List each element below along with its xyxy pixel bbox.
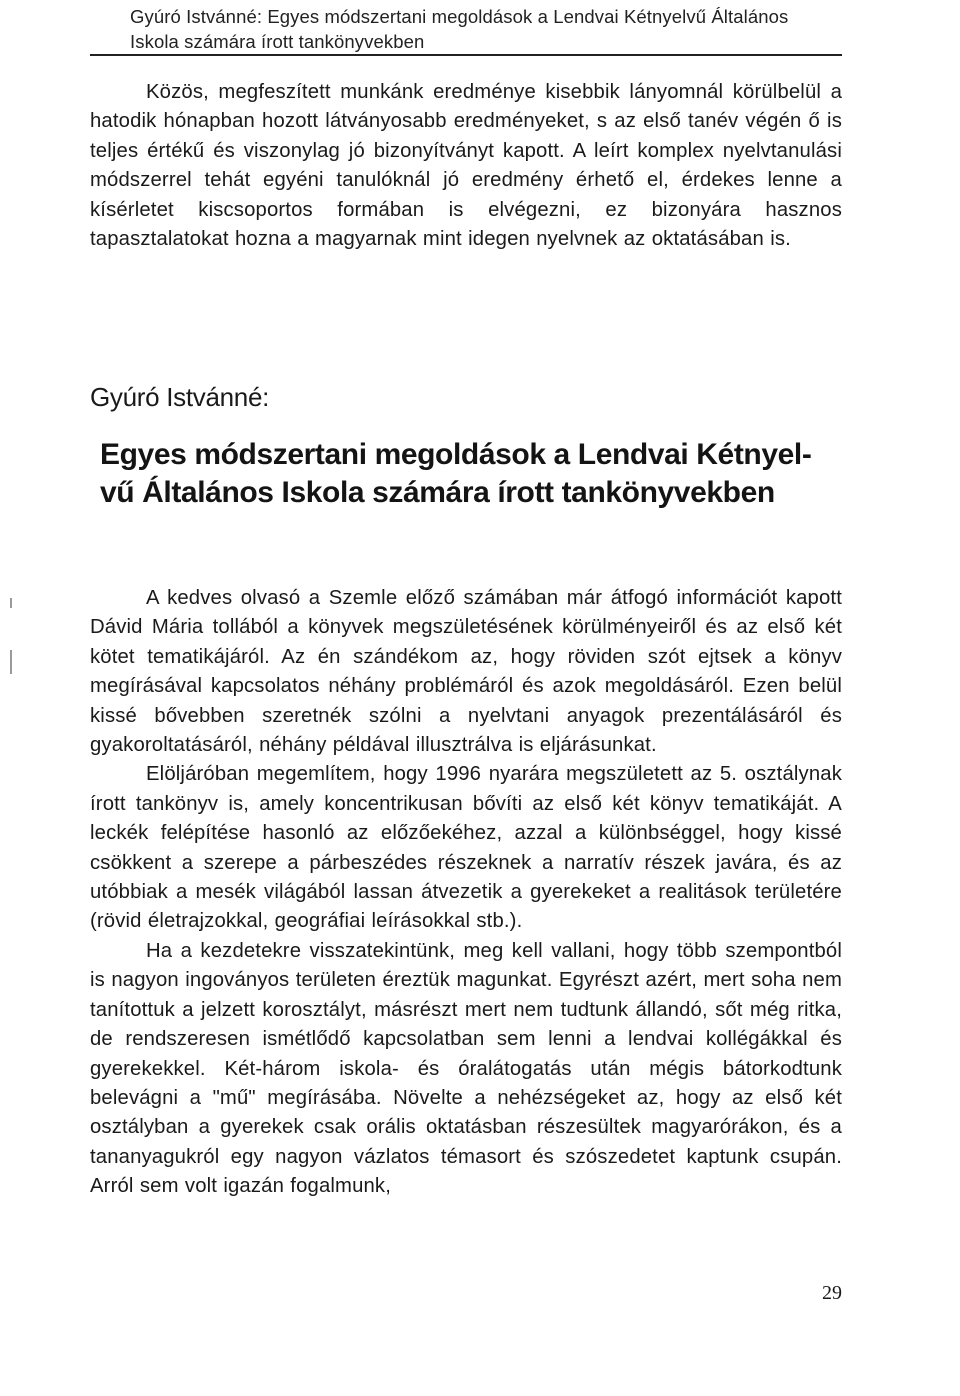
header-rule xyxy=(90,54,842,56)
running-header-line-2: Iskola számára írott tankönyvekben xyxy=(130,31,425,52)
running-header xyxy=(130,4,842,54)
page-number: 29 xyxy=(822,1282,842,1304)
body-paragraph-3: Ha a kezdetekre visszatekintünk, meg kell vallani, hogy több szempontból is nagyon ingoványos területen éreztük magunkat. Egyrészt azért, mert soha nem tanítottuk a jelzett korosztályt, másrészt mert nem tudtunk állandó, sőt még ritka, de rendszeresen ismétlődő kapcsolatban sem lenni a lendvai kollégákkal és gyerekekkel. Két-három iskola- és óralátogatás után mégis bátorkodtunk belevágni a "mű" megírásába. Növelte a nehézségeket az, hogy az első két osztályban a gyerekek csak orális oktatásban részesültek magyarórákon, és a tananyagukról egy nagyon vázlatos témasort és szószedetet kaptunk csupán. Arról sem volt igazán fogalmunk, xyxy=(90,939,842,1198)
document-page xyxy=(90,0,842,1396)
body-paragraph-1: A kedves olvasó a Szemle előző számában már átfogó információt kapott Dávid Mária tollából a könyvek megszületésének körülményeiről és az első két kötet tematikájáról. Az én szándékom az, hogy röviden szót ejtsek a könyv megírásával kapcsolatos néhány problémáról és azok megoldásáról. Ezen belül kissé bővebben szeretnék szólni a nyelvtani anyagok prezentálásáról és gyakoroltatásáról, néhány példával illusztrálva is eljárásunkat. xyxy=(90,587,842,757)
article-author: Gyúró Istvánné: xyxy=(90,382,270,412)
intro-section xyxy=(90,78,842,254)
body-paragraph-2: Elöljáróban megemlítem, hogy 1996 nyarára megszületett az 5. osztálynak írott tankönyv is, amely koncentrikusan bővíti az első két könyv tematikáját. A leckék felépítése hasonló az előzőekéhez, azzal a különbséggel, hogy kissé csökkent a szerepe a párbeszédes részeknek a narratív részek javára, és az utóbbiak a mesék világából lassan átvezetik a gyerekeket a realitások területére (rövid életrajzokkal, geográfiai leírásokkal stb.). xyxy=(90,763,842,933)
article-body xyxy=(90,584,842,1202)
article-title xyxy=(100,436,842,512)
article-title-line-2: vű Általános Iskola számára írott tankönyvekben xyxy=(100,476,775,509)
running-header-line-1: Gyúró Istvánné: Egyes módszertani megoldások a Lendvai Kétnyelvű Általános xyxy=(130,6,789,27)
article-title-line-1: Egyes módszertani megoldások a Lendvai Kétnyel- xyxy=(100,438,812,471)
margin-scan-mark xyxy=(10,650,12,674)
margin-scan-mark xyxy=(10,598,12,608)
intro-paragraph: Közös, megfeszített munkánk eredménye kisebbik lányomnál körülbelül a hatodik hónapban hozott látványosabb eredményeket, s az első tanév végén ő is teljes értékű és viszonylag jó bizonyítványt kapott. A leírt komplex nyelvtanulási módszerrel tehát egyéni tanulóknál jó eredmény érhető el, érdekes lenne a kísérletet kiscsoportos formában is elvégezni, ez bizonyára hasznos tapasztalatokat hozna a magyarnak mint idegen nyelvnek az oktatásában is. xyxy=(90,81,842,251)
